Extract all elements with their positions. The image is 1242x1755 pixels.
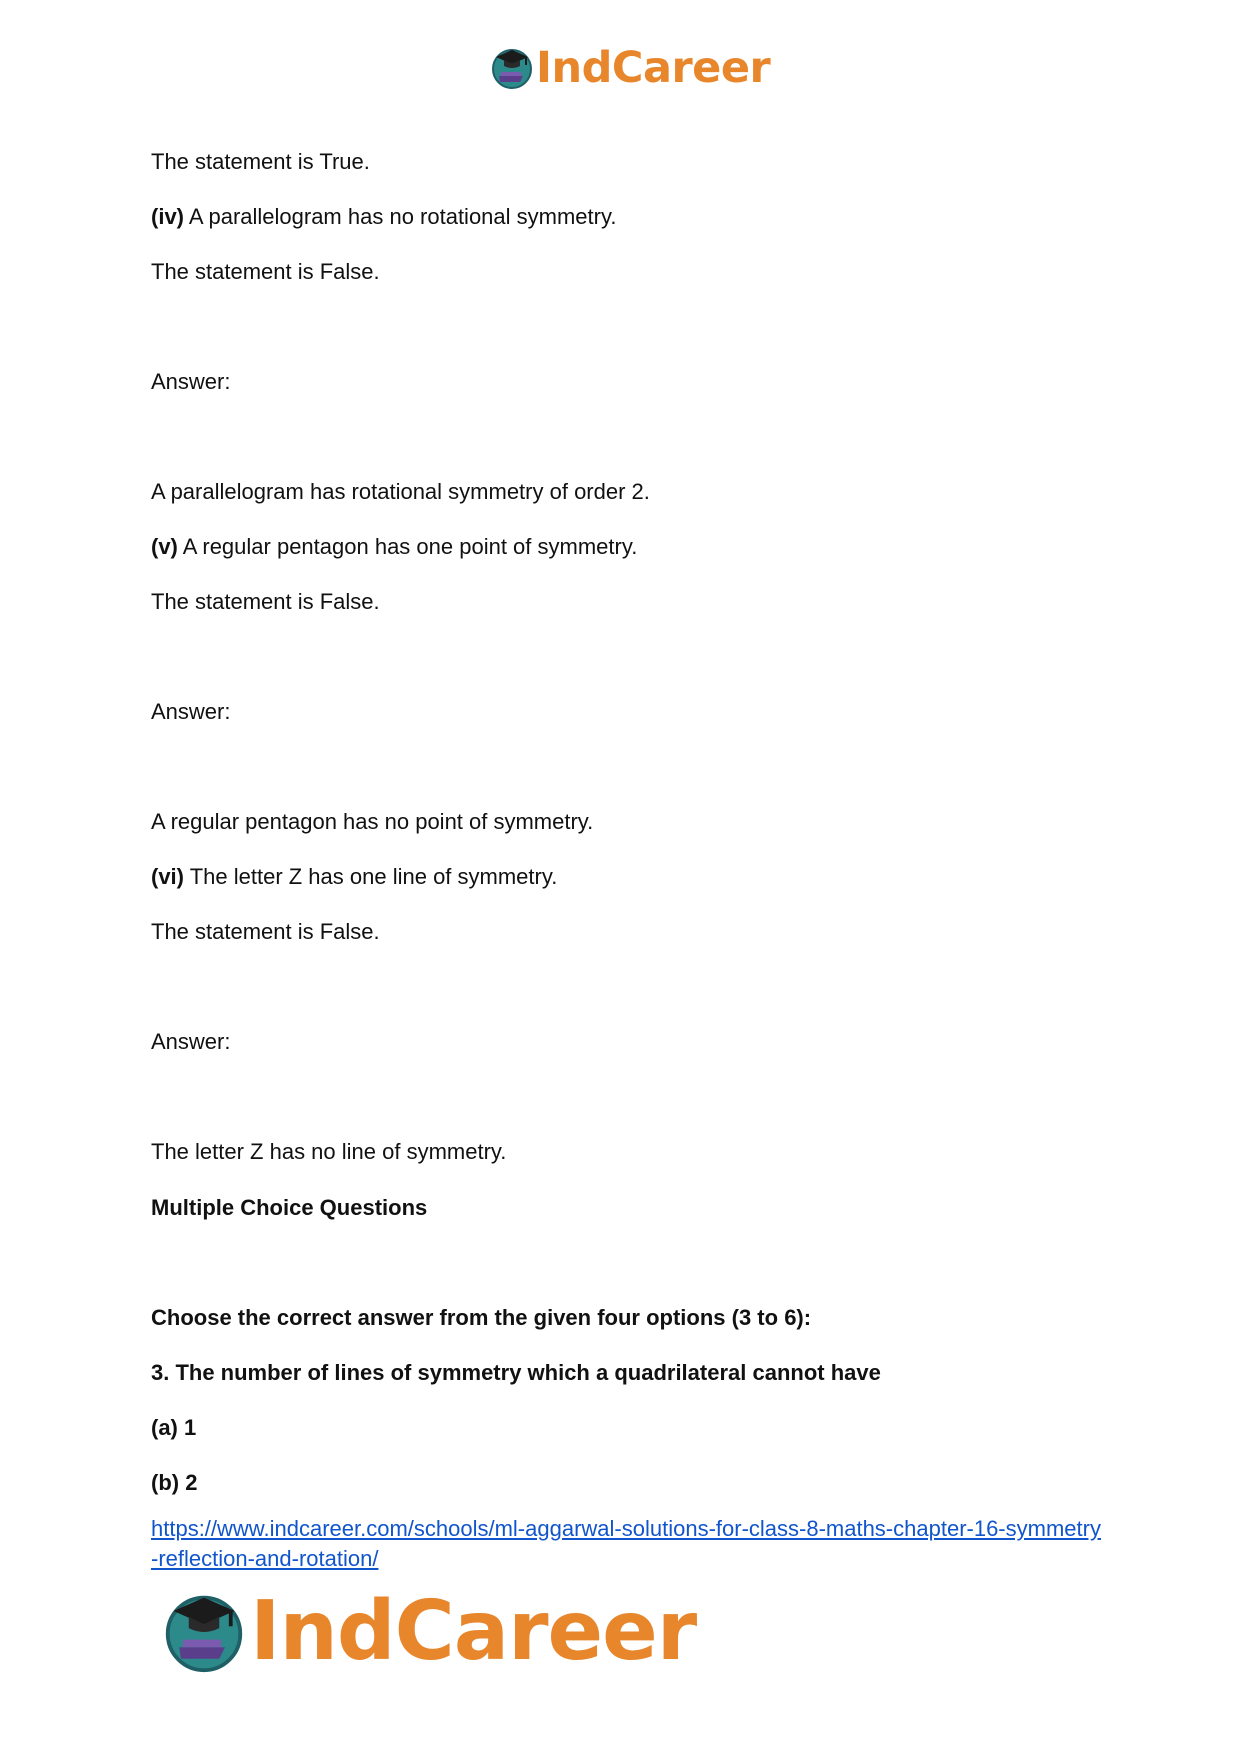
logo-wordmark: IndCareer [536, 43, 771, 93]
question-iv [151, 203, 616, 231]
question-vi [151, 863, 557, 891]
footer-logo [162, 1586, 696, 1678]
header-logo [490, 44, 770, 92]
answer-text: A parallelogram has rotational symmetry of order 2. [151, 479, 650, 504]
section-heading: Multiple Choice Questions [151, 1195, 428, 1220]
answer-label: Answer: [151, 1029, 231, 1054]
question-label: (v) [151, 534, 178, 559]
answer-label: Answer: [151, 699, 231, 724]
answer-label: Answer: [151, 369, 231, 394]
question-v [151, 533, 637, 561]
logo-wordmark: IndCareer [250, 1584, 697, 1679]
question-label: (vi) [151, 864, 184, 889]
answer-text: The letter Z has no line of symmetry. [151, 1139, 507, 1164]
indcareer-logo-icon [490, 46, 534, 90]
text-line: The statement is False. [151, 589, 380, 614]
indcareer-logo-icon [162, 1590, 246, 1674]
question-3: 3. The number of lines of symmetry which a quadrilateral cannot have [151, 1360, 881, 1385]
option-a: (a) 1 [151, 1415, 197, 1440]
instruction-text: Choose the correct answer from the given four options (3 to 6): [151, 1305, 812, 1330]
text-line: The statement is False. [151, 919, 380, 944]
question-label: (iv) [151, 204, 184, 229]
option-b: (b) 2 [151, 1470, 198, 1495]
question-text: A parallelogram has no rotational symmetry. [184, 204, 617, 229]
text-line: The statement is False. [151, 259, 380, 284]
answer-text: A regular pentagon has no point of symmetry. [151, 809, 594, 834]
text-line: The statement is True. [151, 149, 370, 174]
question-text: A regular pentagon has one point of symmetry. [177, 534, 638, 559]
source-link[interactable]: https://www.indcareer.com/schools/ml-aggarwal-solutions-for-class-8-maths-chapter-16-symmetry-reflection-and-rotation/ [151, 1516, 1101, 1571]
question-text: The letter Z has one line of symmetry. [184, 864, 558, 889]
